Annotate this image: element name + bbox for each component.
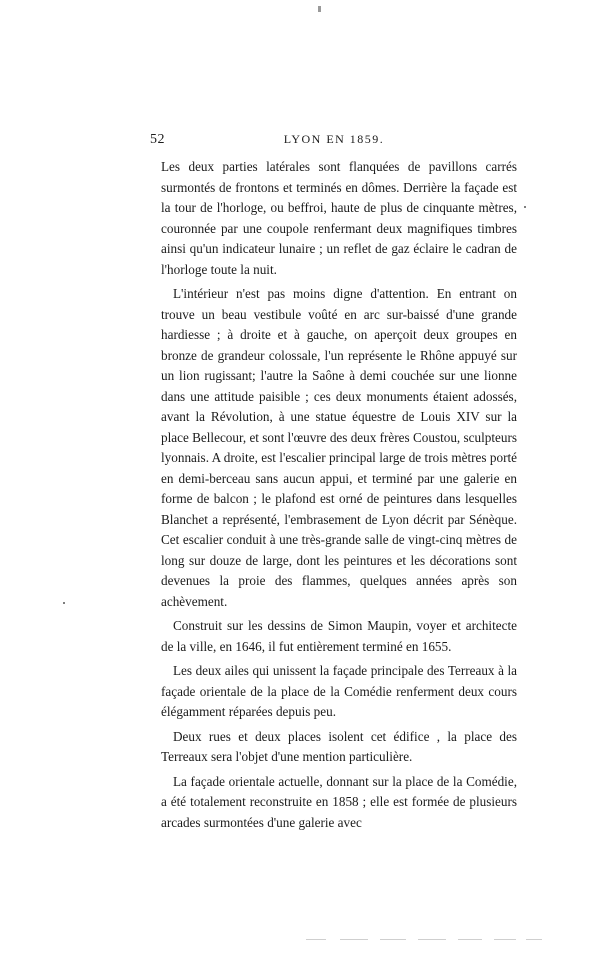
- bottom-bleed-line: [380, 939, 406, 940]
- paragraph: Les deux parties latérales sont flanquées de pavillons carrés surmontés de frontons et terminés en dômes. Derrière la façade est la tour de l'horloge, ou beffroi, haute de plus de cinquante mètres, couronnée par une coupole renfermant deux magnifiques timbres ainsi qu'un indicateur lunaire ; un reflet de gaz éclaire le cadran de l'horloge toute la nuit.: [161, 159, 517, 277]
- paragraph: La façade orientale actuelle, donnant sur la place de la Comédie, a été totalement reconstruite en 1858 ; elle est formée de plusieurs arcades surmontées d'une galerie avec: [161, 773, 517, 830]
- running-head: [150, 132, 518, 150]
- bottom-bleed-line: [526, 939, 542, 940]
- paragraph: Construit sur les dessins de Simon Maupin, voyer et architecte de la ville, en 1646, il fut entièrement terminé en 1655.: [161, 618, 517, 654]
- bottom-bleed-line: [306, 939, 326, 940]
- paragraph: L'intérieur n'est pas moins digne d'attention. En entrant on trouve un beau vestibule voûté en arc sur-baissé d'une grande hardiesse ; à droite et à gauche, on aperçoit deux groupes en bronze de grandeur colossale, l'un représente le Rhône appuyé sur un lion rugissant; l'autre la Saône à demi couchée sur une lionne dans une attitude paisible ; ces deux monuments étaient adossés, avant la Révolution, à une statue équestre de Louis XIV sur la place Bellecour, et sont l'œuvre des deux frères Coustou, sculpteurs lyonnais. A droite, est l'escalier principal large de trois mètres porté en demi-berceau sans aucun appui, et terminé par une galerie en forme de balcon ; le plafond est orné de peintures dans lesquelles Blanchet a représenté, l'embrasement de Lyon décrit par Sénèque. Cet escalier conduit à une très-grande salle de vingt-cinq mètres de long sur douze de large, dont les peintures et les décorations sont devenues la proie des flammes, quelques années après son achèvement.: [161, 286, 517, 609]
- paragraph: Les deux ailes qui unissent la façade principale des Terreaux à la façade orientale de la place de la Comédie renferment deux cours élégamment réparées depuis peu.: [161, 663, 517, 719]
- running-title: LYON EN 1859.: [283, 132, 385, 146]
- body-text: [161, 157, 517, 837]
- bottom-bleed-line: [458, 939, 482, 940]
- top-ink-mark: [318, 6, 321, 12]
- bottom-bleed-line: [418, 939, 446, 940]
- paragraph: Deux rues et deux places isolent cet édifice , la place des Terreaux sera l'objet d'une mention particulière.: [161, 728, 517, 764]
- ink-speck: [524, 206, 526, 208]
- ink-speck: [63, 602, 65, 604]
- page-number: 52: [150, 132, 165, 147]
- bottom-bleed-line: [340, 939, 368, 940]
- bottom-bleed-line: [494, 939, 516, 940]
